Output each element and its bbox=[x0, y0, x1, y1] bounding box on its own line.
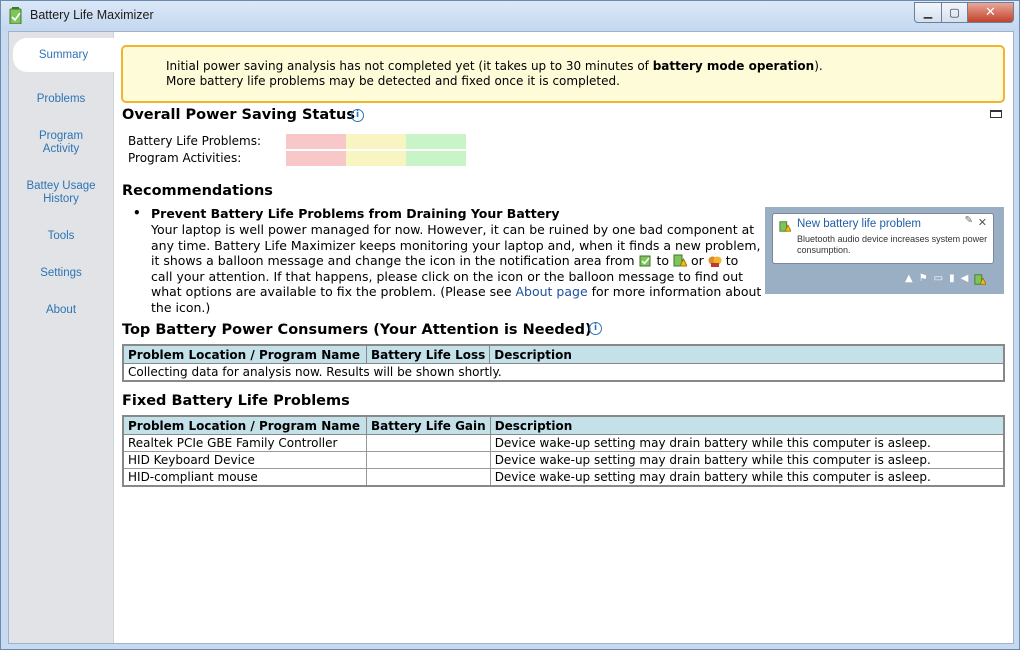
maximize-icon: ▢ bbox=[949, 6, 960, 19]
problem-name: HID Keyboard Device bbox=[123, 452, 367, 469]
sidebar-item-label: Tools bbox=[47, 230, 75, 242]
table-header-row bbox=[123, 345, 1004, 364]
sidebar-item-tools[interactable] bbox=[9, 230, 113, 243]
problem-name: HID-compliant mouse bbox=[123, 469, 367, 487]
red-segment bbox=[286, 134, 346, 149]
client-area bbox=[8, 31, 1014, 644]
column-header[interactable]: Description bbox=[490, 345, 1004, 364]
sidebar-item-summary[interactable] bbox=[13, 38, 114, 72]
recommendations-heading: Recommendations bbox=[122, 183, 273, 199]
sidebar-item-label: Summary bbox=[38, 48, 89, 61]
activities-status-bar bbox=[286, 151, 466, 166]
summary-panel bbox=[114, 32, 1013, 643]
problem-description: Device wake-up setting may drain battery while this computer is asleep. bbox=[490, 435, 1004, 452]
sidebar-nav bbox=[9, 32, 114, 643]
close-button[interactable] bbox=[968, 2, 1014, 23]
minimize-icon: ▁ bbox=[923, 6, 933, 19]
table-header-row bbox=[123, 416, 1004, 435]
problem-description: Device wake-up setting may drain battery while this computer is asleep. bbox=[490, 452, 1004, 469]
battery-alert-icon bbox=[708, 254, 722, 267]
consumers-table bbox=[122, 344, 1005, 382]
title-bar[interactable] bbox=[1, 1, 1019, 31]
close-icon: ✕ bbox=[977, 216, 987, 229]
notice-line-2: More battery life problems may be detected and fixed once it is completed. bbox=[166, 74, 620, 88]
table-row[interactable] bbox=[123, 452, 1004, 469]
signal-icon: ▮ bbox=[949, 273, 955, 284]
problems-status-bar bbox=[286, 134, 466, 149]
notification-example-image bbox=[765, 207, 1004, 294]
sidebar-item-label: Battey Usage History bbox=[26, 180, 96, 205]
notification-tray bbox=[905, 273, 986, 286]
minimize-button[interactable] bbox=[914, 2, 942, 23]
column-header[interactable]: Problem Location / Program Name bbox=[123, 416, 367, 435]
bullet: • bbox=[133, 206, 141, 220]
about-page-link[interactable]: About page bbox=[515, 284, 588, 299]
battery-ok-icon bbox=[639, 254, 653, 267]
battery-life-gain bbox=[367, 435, 491, 452]
notice-line-1: Initial power saving analysis has not completed yet (it takes up to 30 minutes of battery mode operation). bbox=[166, 59, 823, 73]
sidebar-item-program-activity[interactable] bbox=[9, 130, 113, 156]
balloon-message bbox=[772, 213, 994, 264]
balloon-title: New battery life problem bbox=[797, 218, 921, 230]
status-row-label-activities: Program Activities: bbox=[128, 151, 242, 165]
column-header[interactable]: Description bbox=[490, 416, 1004, 435]
sidebar-item-settings[interactable] bbox=[9, 267, 113, 280]
table-row[interactable] bbox=[123, 469, 1004, 487]
column-header[interactable]: Problem Location / Program Name bbox=[123, 345, 367, 364]
speaker-icon: ◀ bbox=[960, 273, 969, 284]
analysis-notice bbox=[121, 45, 1005, 103]
close-icon: ✕ bbox=[985, 5, 996, 20]
battery-life-gain bbox=[367, 452, 491, 469]
window-title: Battery Life Maximizer bbox=[30, 8, 154, 22]
problem-name: Realtek PCIe GBE Family Controller bbox=[123, 435, 367, 452]
consumers-heading: Top Battery Power Consumers (Your Attention is Needed) bbox=[122, 322, 592, 338]
red-segment bbox=[286, 151, 346, 166]
info-icon[interactable]: i bbox=[351, 109, 364, 122]
sidebar-item-label: Program Activity bbox=[38, 130, 84, 155]
green-segment bbox=[406, 151, 466, 166]
maximize-button[interactable] bbox=[942, 2, 968, 23]
monitor-icon: ▭ bbox=[933, 273, 944, 284]
battery-app-icon bbox=[9, 7, 22, 24]
battery-life-gain bbox=[367, 469, 491, 487]
fixed-heading: Fixed Battery Life Problems bbox=[122, 393, 350, 409]
yellow-segment bbox=[346, 151, 406, 166]
sidebar-item-problems[interactable] bbox=[9, 93, 113, 106]
table-row bbox=[123, 364, 1004, 382]
status-message: Collecting data for analysis now. Results will be shown shortly. bbox=[123, 364, 1004, 382]
battery-warning-icon bbox=[673, 254, 687, 267]
sidebar-item-label: Settings bbox=[40, 267, 82, 279]
sidebar-item-label: Problems bbox=[36, 93, 86, 105]
wrench-icon: ✎ bbox=[964, 215, 973, 226]
recommendation-title: Prevent Battery Life Problems from Draining Your Battery bbox=[151, 206, 560, 221]
problem-description: Device wake-up setting may drain battery while this computer is asleep. bbox=[490, 469, 1004, 487]
flag-icon: ⚑ bbox=[918, 273, 928, 284]
sidebar-item-label: About bbox=[45, 304, 77, 316]
battery-warning-icon bbox=[974, 273, 986, 286]
info-icon[interactable]: i bbox=[589, 322, 602, 335]
sidebar-item-about[interactable] bbox=[9, 304, 113, 317]
column-header[interactable]: Battery Life Gain bbox=[367, 416, 491, 435]
green-segment bbox=[406, 134, 466, 149]
pin-icon[interactable] bbox=[990, 110, 1002, 118]
chevron-up-icon: ▲ bbox=[905, 273, 913, 284]
recommendation-body: Your laptop is well power managed for now. However, it can be ruined by one bad component at any time. Battery Life Maximizer keeps monitoring your laptop and, when it finds a new problem, it shows a balloon message and change the icon in the notification area from to or to call your attention. If that happens, please click on the icon or the balloon message to find out what options are available to fix the problem. (Please see About page for more information about the icon.) bbox=[151, 222, 762, 315]
balloon-body: Bluetooth audio device increases system power consumption. bbox=[797, 234, 988, 255]
fixed-problems-table bbox=[122, 415, 1005, 487]
status-heading: Overall Power Saving Status bbox=[122, 107, 355, 123]
battery-warning-icon bbox=[779, 220, 791, 233]
table-row[interactable] bbox=[123, 435, 1004, 452]
yellow-segment bbox=[346, 134, 406, 149]
column-header[interactable]: Battery Life Loss bbox=[367, 345, 490, 364]
sidebar-item-battery-usage-history[interactable] bbox=[9, 180, 113, 206]
status-row-label-problems: Battery Life Problems: bbox=[128, 134, 262, 148]
